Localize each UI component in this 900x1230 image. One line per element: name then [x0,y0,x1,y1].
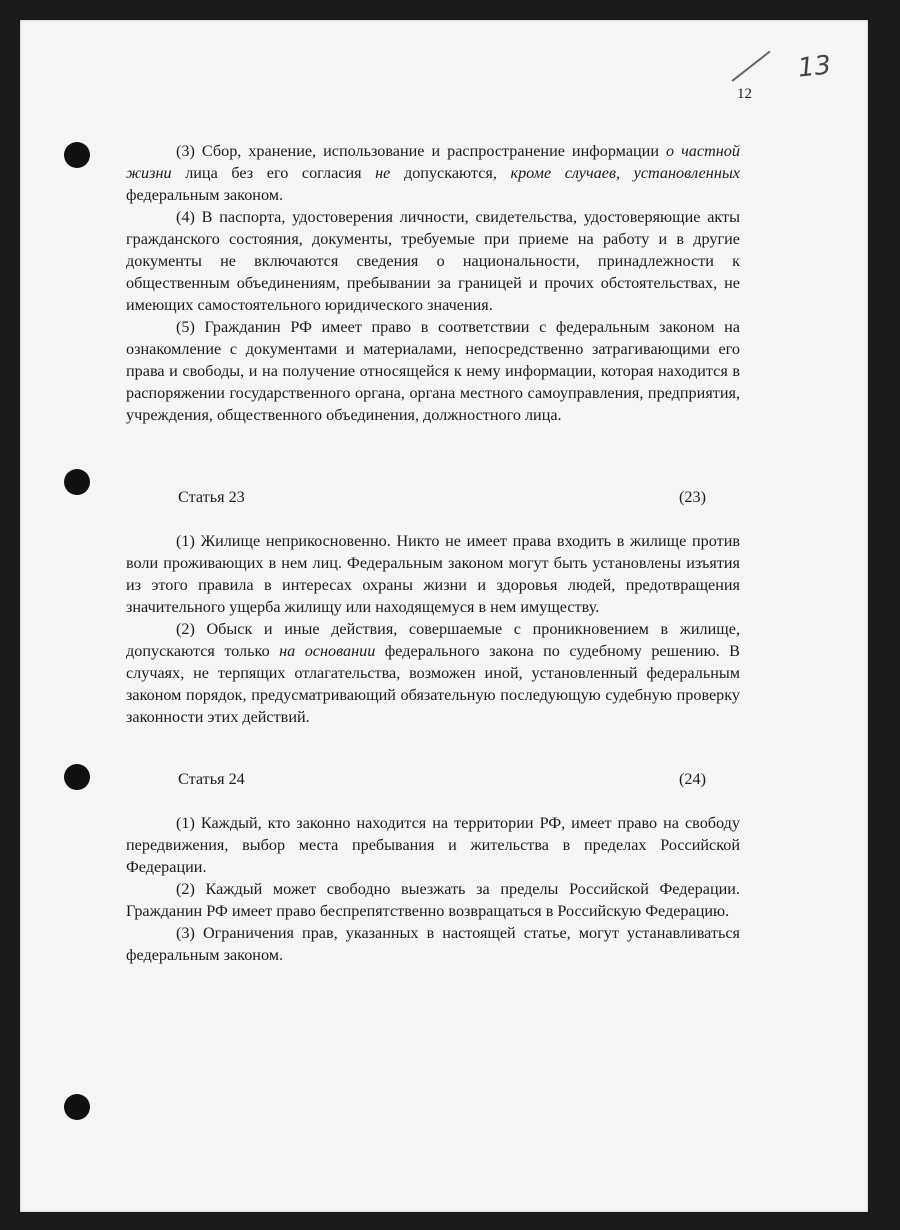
paragraph-3: (3) Сбор, хранение, использование и распространение информации о частной жизни лица без его согласия не допускаются, кроме случаев, установленных федеральным законом. [126,142,740,204]
handwritten-page-number: 13 [796,50,833,84]
paragraph-2: (2) Каждый может свободно выезжать за пределы Российской Федерации. Гражданин РФ имеет право беспрепятственно возвращаться в Российскую Федерацию. [126,880,740,920]
article-23-heading-row [178,488,706,510]
paragraph-3: (3) Ограничения прав, указанных в настоящей статье, могут устанавливаться федеральным законом. [126,924,740,964]
paragraph-2: (2) Обыск и иные действия, совершаемые с проникновением в жилище, допускаются только на основании федерального закона по судебному решению. В случаях, не терпящих отлагательства, возможен иной, установленный федеральным законом порядок, предусматривающий обязательную последующую судебную проверку законности этих действий. [126,620,740,726]
article-24-heading-row [178,770,706,792]
punch-hole [64,469,90,495]
punch-hole [64,1094,90,1120]
paragraph-5: (5) Гражданин РФ имеет право в соответствии с федеральным законом на ознакомление с документами и материалами, непосредственно затрагивающими его права и свободы, и на получение относящейся к нему информации, которая находится в распоряжении государственного органа, органа местного самоуправления, предприятия, учреждения, общественного объединения, должностного лица. [126,318,740,424]
article-23-body [126,530,740,728]
article-23-number: (23) [679,488,706,506]
paragraph-1: (1) Жилище неприкосновенно. Никто не имеет права входить в жилище против воли проживающих в нем лиц. Федеральным законом могут быть установлены изъятия из этого правила в интересах охраны жизни и здоровья людей, предотвращения значительного ущерба жилищу или находящемуся в нем имуществу. [126,532,740,616]
article-24-body [126,812,740,966]
paragraph-4: (4) В паспорта, удостоверения личности, свидетельства, удостоверяющие акты гражданского состояния, документы, требуемые при приеме на работу и в другие документы не включаются сведения о национальности, принадлежности к общественным объединениям, пребывании за границей и прочих обстоятельствах, не имеющих самостоятельного юридического значения. [126,208,740,314]
article-22-continuation [126,140,740,426]
article-23-heading: Статья 23 [178,488,245,506]
paragraph-1: (1) Каждый, кто законно находится на территории РФ, имеет право на свободу передвижения, выбор места пребывания и жительства в пределах Российской Федерации. [126,814,740,876]
article-24-number: (24) [679,770,706,788]
article-24-heading: Статья 24 [178,770,245,788]
printed-page-number: 12 [737,86,752,102]
punch-hole [64,142,90,168]
punch-hole [64,764,90,790]
